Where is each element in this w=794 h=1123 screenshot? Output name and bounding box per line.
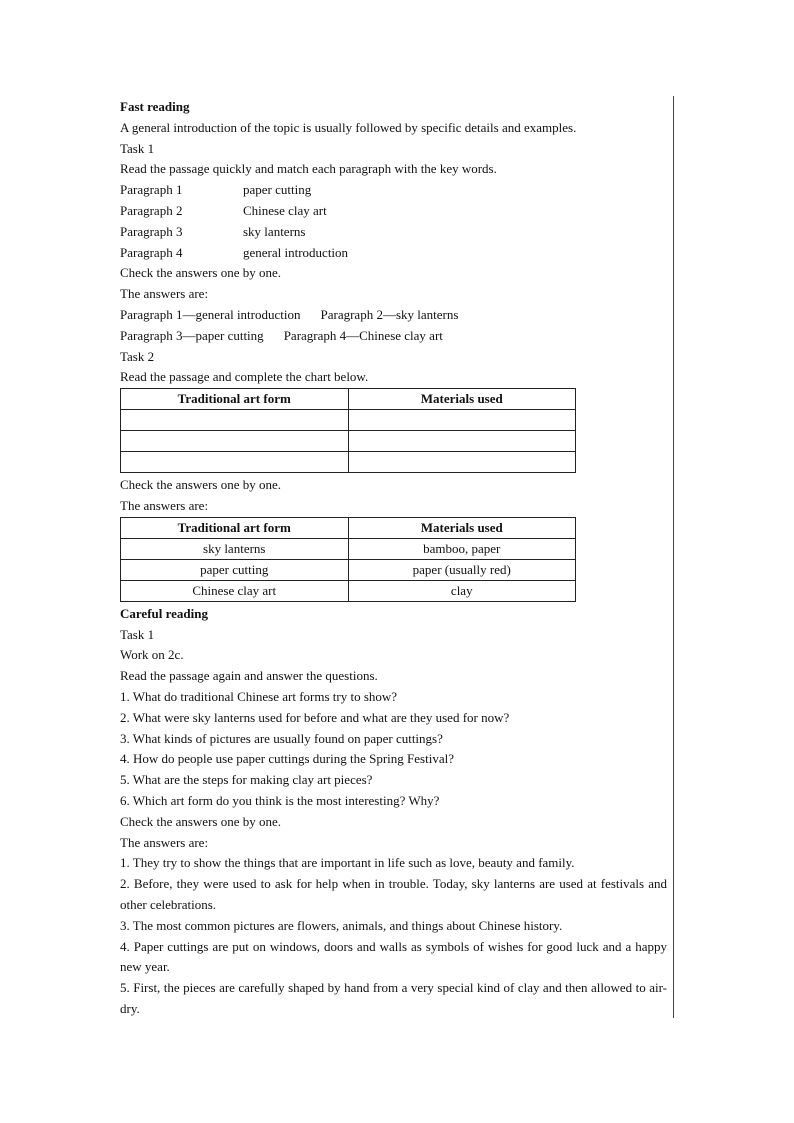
instruction-text: Read the passage again and answer the questions. [120, 668, 378, 684]
table-cell-blank [121, 410, 349, 431]
table-row [121, 410, 576, 431]
table-cell-blank [121, 452, 349, 473]
answers-label: The answers are: [120, 834, 209, 850]
answer-item: 5. First, the pieces are carefully shaped by hand from a very special kind of clay and then allowed to air-dry. [120, 980, 667, 1016]
check-text: Check the answers one by one. [120, 813, 282, 829]
task-label: Task 1 [120, 140, 155, 156]
answer-line [120, 305, 667, 326]
question-item: 5. What are the steps for making clay art pieces? [120, 772, 373, 788]
table-cell: paper cutting [121, 559, 349, 580]
answer-item: 4. Paper cuttings are put on windows, doors and walls as symbols of wishes for good luck and a happy new year. [120, 938, 667, 975]
work-on-text: Work on 2c. [120, 647, 184, 663]
question-item: 4. How do people use paper cuttings during the Spring Festival? [120, 751, 454, 767]
question-item: 1. What do traditional Chinese art forms try to show? [120, 688, 398, 704]
question-item: 3. What kinds of pictures are usually found on paper cuttings? [120, 730, 443, 746]
table-header: Materials used [348, 517, 576, 538]
section-heading-careful-reading: Careful reading [120, 605, 208, 621]
match-row [120, 180, 667, 201]
paragraph-label: Paragraph 3 [120, 223, 183, 239]
page-border-line [673, 96, 674, 1018]
blank-chart-table [120, 388, 576, 473]
document-body [120, 97, 667, 1020]
answer-chart-table [120, 517, 576, 602]
question-item: 6. Which art form do you think is the most interesting? Why? [120, 792, 440, 808]
table-row [121, 538, 576, 559]
paragraph-label: Paragraph 4 [120, 244, 183, 260]
table-row [121, 452, 576, 473]
answer-item: Paragraph 1—general introduction [120, 306, 301, 322]
table-cell: sky lanterns [121, 538, 349, 559]
key-word: general introduction [243, 244, 349, 260]
instruction-text: Read the passage quickly and match each paragraph with the key words. [120, 161, 497, 177]
table-row [121, 559, 576, 580]
table-cell: Chinese clay art [121, 580, 349, 601]
task-label: Task 2 [120, 348, 155, 364]
answer-item: 1. They try to show the things that are important in life such as love, beauty and family. [120, 855, 575, 871]
answer-item: Paragraph 2—sky lanterns [320, 306, 459, 322]
table-cell-blank [348, 410, 576, 431]
table-header: Traditional art form [121, 389, 349, 410]
table-row [121, 580, 576, 601]
task-label: Task 1 [120, 626, 155, 642]
paragraph-label: Paragraph 2 [120, 202, 183, 218]
match-row [120, 243, 667, 264]
paragraph-label: Paragraph 1 [120, 182, 183, 198]
answer-item: 2. Before, they were used to ask for help when in trouble. Today, sky lanterns are used at festivals and other celebrations. [120, 876, 667, 912]
key-word: paper cutting [243, 182, 312, 198]
section-heading-fast-reading: Fast reading [120, 99, 190, 114]
check-text: Check the answers one by one. [120, 265, 282, 281]
match-row [120, 222, 667, 243]
match-row [120, 201, 667, 222]
table-cell-blank [121, 431, 349, 452]
table-cell-blank [348, 452, 576, 473]
table-header: Materials used [348, 389, 576, 410]
question-item: 2. What were sky lanterns used for before and what are they used for now? [120, 709, 510, 725]
answer-item: Paragraph 3—paper cutting [120, 327, 264, 343]
answers-label: The answers are: [120, 497, 209, 513]
answer-item: 3. The most common pictures are flowers, animals, and things about Chinese history. [120, 917, 563, 933]
table-cell: bamboo, paper [348, 538, 576, 559]
intro-text: A general introduction of the topic is usually followed by specific details and examples. [120, 119, 577, 135]
answers-label: The answers are: [120, 286, 209, 302]
table-row [121, 431, 576, 452]
answer-line [120, 326, 667, 347]
table-cell: paper (usually red) [348, 559, 576, 580]
check-text: Check the answers one by one. [120, 477, 282, 493]
instruction-text: Read the passage and complete the chart below. [120, 369, 369, 385]
table-cell: clay [348, 580, 576, 601]
answer-item: Paragraph 4—Chinese clay art [283, 327, 443, 343]
key-word: sky lanterns [243, 223, 306, 239]
table-header: Traditional art form [121, 517, 349, 538]
key-word: Chinese clay art [243, 202, 327, 218]
table-cell-blank [348, 431, 576, 452]
